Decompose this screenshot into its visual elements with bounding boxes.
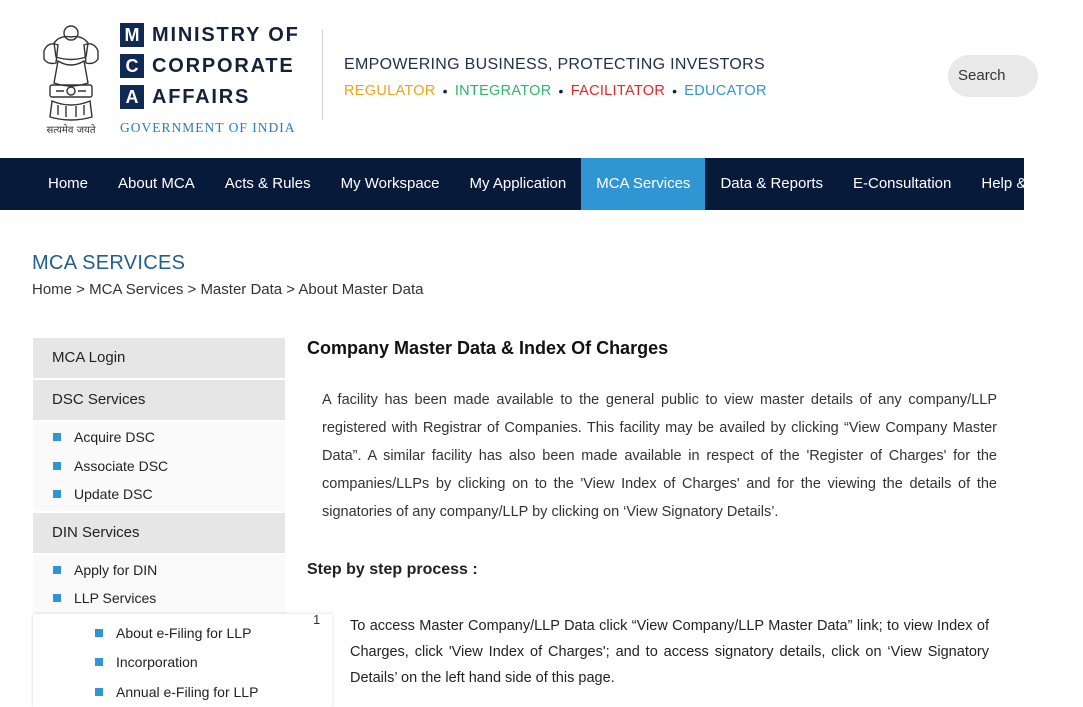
breadcrumb-separator: > (72, 281, 90, 298)
search-input[interactable]: Search (948, 55, 1038, 97)
role-educator: EDUCATOR (684, 83, 767, 99)
logo-row (120, 51, 300, 81)
header-tagline: EMPOWERING BUSINESS, PROTECTING INVESTORS (344, 56, 765, 73)
submenu-item-label: Incorporation (116, 654, 198, 671)
logo-letter-m: M (120, 23, 144, 47)
breadcrumb-separator: > (183, 281, 201, 298)
nav-my-workspace[interactable]: My Workspace (340, 175, 440, 192)
emblem-motto: सत्यमेव जयते (46, 125, 96, 136)
sidebar-item-label: Apply for DIN (74, 561, 158, 578)
sidebar-item-acquire-dsc[interactable] (33, 423, 285, 452)
role-integrator: INTEGRATOR (454, 83, 552, 99)
submenu-item-incorporation[interactable] (33, 648, 332, 678)
site-header (0, 0, 1024, 158)
nav-e-consultation[interactable]: E-Consultation (852, 175, 952, 192)
logo-word-ministry: MINISTRY OF (152, 23, 300, 46)
logo-row (120, 20, 300, 50)
nav-home[interactable]: Home (48, 175, 89, 192)
breadcrumb-master-data[interactable]: Master Data (200, 281, 283, 298)
bullet-icon (53, 490, 61, 498)
bullet-icon (95, 688, 103, 696)
bullet-icon (53, 566, 61, 574)
logo-letter-c: C (120, 54, 144, 78)
sidebar-item-associate-dsc[interactable] (33, 452, 285, 481)
breadcrumb-home[interactable]: Home (32, 281, 73, 298)
din-list (33, 555, 285, 615)
logo-word-corporate: CORPORATE (152, 54, 295, 77)
nav-about-mca[interactable]: About MCA (118, 175, 195, 192)
sidebar-item-label: Acquire DSC (74, 429, 155, 446)
bullet-icon (95, 629, 103, 637)
breadcrumb-current: About Master Data (298, 281, 424, 298)
step-process-heading: Step by step process : (307, 561, 478, 578)
sidebar-dsc-services[interactable]: DSC Services (33, 380, 285, 420)
page-title: MCA SERVICES (32, 252, 186, 274)
breadcrumb-separator: > (282, 281, 299, 298)
sidebar (33, 338, 285, 617)
nav-mca-services[interactable]: MCA Services (581, 158, 705, 210)
bullet-icon (53, 462, 61, 470)
submenu-item-label: Annual e-Filing for LLP (116, 683, 259, 700)
step-1-text: To access Master Company/LLP Data click “View Company/LLP Master Data” link; to view Index of Charges, click 'View Index of Charges'; and to access signatory details, click on ‘View Signatory Details’ on the left hand side of this page. (350, 618, 989, 686)
role-facilitator: FACILITATOR (570, 83, 666, 99)
header-divider (322, 30, 323, 120)
dsc-list (33, 422, 285, 511)
main-nav (0, 158, 1069, 210)
nav-acts-rules[interactable]: Acts & Rules (224, 175, 311, 192)
role-separator: • (442, 83, 448, 99)
intro-paragraph: A facility has been made available to the general public to view master details of any company/LLP registered with Registrar of Companies. This facility may be availed by clicking “View Company Master Data”. A similar facility has also been made available in respect of the 'Register of Charges' for the companies/LLPs by clicking on to the 'View Index of Charges' and for the viewing the details of the signatories of any company/LLP by clicking on ‘View Signatory Details’. (322, 392, 997, 520)
header-roles (344, 83, 767, 99)
nav-my-application[interactable]: My Application (469, 175, 567, 192)
national-emblem-icon[interactable] (36, 14, 106, 138)
submenu-item-label: About e-Filing for LLP (116, 624, 252, 641)
step-number: 1 (313, 612, 321, 627)
sidebar-item-label: Associate DSC (74, 457, 169, 474)
sidebar-item-apply-din[interactable] (33, 556, 285, 585)
sidebar-item-llp-services[interactable] (33, 584, 285, 613)
logo-row (120, 82, 300, 112)
role-separator: • (558, 83, 564, 99)
submenu-item-annual-efiling[interactable] (33, 677, 332, 707)
government-of-india-label: GOVERNMENT OF INDIA (120, 120, 296, 135)
role-regulator: REGULATOR (344, 83, 436, 99)
sidebar-item-update-dsc[interactable] (33, 480, 285, 509)
mca-logo[interactable] (120, 20, 300, 113)
logo-letter-a: A (120, 85, 144, 109)
sidebar-item-label: LLP Services (74, 590, 157, 607)
sidebar-mca-login[interactable]: MCA Login (33, 338, 285, 378)
role-separator: • (672, 83, 678, 99)
llp-submenu (33, 614, 332, 707)
sidebar-din-services[interactable]: DIN Services (33, 513, 285, 553)
nav-help-faqs[interactable]: Help & FAQs (981, 175, 1069, 192)
logo-word-affairs: AFFAIRS (152, 85, 251, 108)
sidebar-item-label: Update DSC (74, 486, 153, 503)
nav-data-reports[interactable]: Data & Reports (720, 175, 823, 192)
bullet-icon (95, 658, 103, 666)
bullet-icon (53, 433, 61, 441)
breadcrumb (32, 281, 423, 298)
content-title: Company Master Data & Index Of Charges (307, 338, 669, 358)
bullet-icon (53, 594, 61, 602)
submenu-item-about-efiling[interactable] (33, 618, 332, 648)
breadcrumb-mca-services[interactable]: MCA Services (89, 281, 184, 298)
